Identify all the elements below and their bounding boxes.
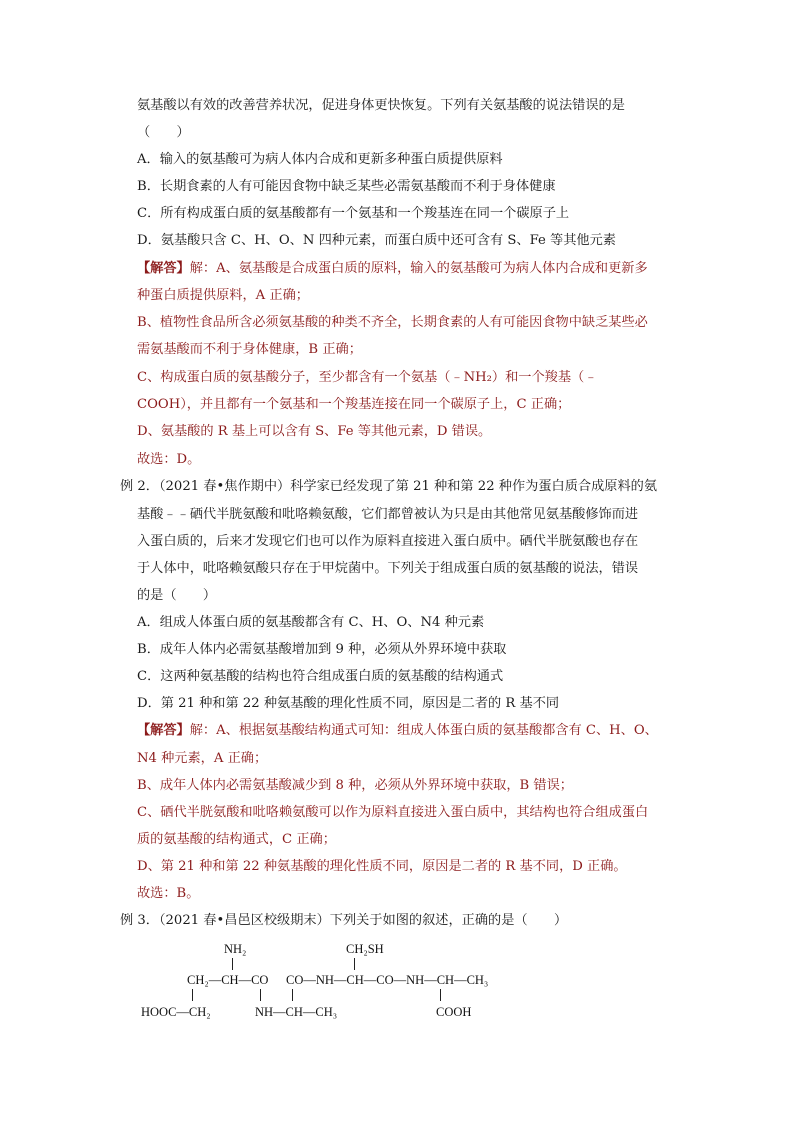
- q1-answer-line: 【解答】解：A、氨基酸是合成蛋白质的原料，输入的氨基酸可为病人体内合成和更新多: [137, 261, 648, 276]
- formula-bond: [192, 989, 193, 1001]
- q1-answer-line: COOH），并且都有一个氨基和一个羧基连接在同一个碳原子上，C 正确；: [137, 397, 571, 412]
- q1-answer-line: B、植物性食品所含必须氨基酸的种类不齐全，长期食素的人有可能因食物中缺乏某些必: [137, 315, 648, 330]
- q2-stem-line: 于人体中，吡咯赖氨酸只存在于甲烷菌中。下列关于组成蛋白质的氨基酸的说法，错误: [137, 561, 639, 576]
- q2-option-a: A．组成人体蛋白质的氨基酸都含有 C、H、O、N4 种元素: [137, 615, 485, 630]
- q1-option-b: B．长期食素的人有可能因食物中缺乏某些必需氨基酸而不利于身体健康: [137, 179, 556, 194]
- q2-stem-line: 的是（ ）: [137, 588, 217, 603]
- q2-option-c: C．这两种氨基酸的结构也符合组成蛋白质的氨基酸的结构通式: [137, 669, 504, 684]
- q1-answer-line: 种蛋白质提供原料，A 正确；: [137, 288, 309, 303]
- q3-stem-line: 例 3．（2021 春•昌邑区校级期末）下列关于如图的叙述，正确的是（ ）: [120, 913, 568, 928]
- q2-choice: 故选：B。: [137, 886, 200, 901]
- q2-stem-line: 基酸﹣﹣硒代半胱氨酸和吡咯赖氨酸，它们都曾被认为只是由其他常见氨基酸修饰而进: [137, 507, 639, 522]
- answer-tag: 【解答】: [137, 261, 190, 276]
- q2-answer-line: B、成年人体内必需氨基酸减少到 8 种，必须从外界环境中获取，B 错误；: [137, 778, 573, 793]
- q1-option-c: C．所有构成蛋白质的氨基酸都有一个氨基和一个羧基连在同一个碳原子上: [137, 206, 570, 221]
- q2-answer-line: D、第 21 种和第 22 种氨基酸的理化性质不同，原因是二者的 R 基不同，D 正确。: [137, 859, 627, 874]
- q2-stem-line: 例 2．（2021 春•焦作期中）科学家已经发现了第 21 种和第 22 种作为蛋白质合成原料的氨: [120, 479, 658, 494]
- formula-bond: [440, 989, 441, 1001]
- formula-bottom-right: COOH: [436, 1005, 472, 1019]
- formula-ch2sh: CH₂SH: [346, 942, 384, 956]
- q2-option-d: D．第 21 种和第 22 种氨基酸的理化性质不同，原因是二者的 R 基不同: [137, 696, 560, 711]
- formula-bond: [260, 989, 261, 1001]
- q2-answer-line: 质的氨基酸的结构通式，C 正确；: [137, 832, 336, 847]
- q2-answer-line: N4 种元素，A 正确；: [137, 751, 268, 766]
- q1-stem-line: （ ）: [137, 125, 190, 140]
- formula-bottom-mid: NH—CH—CH₃: [255, 1005, 338, 1019]
- q1-answer-line: 需氨基酸而不利于身体健康，B 正确；: [137, 342, 362, 357]
- q1-option-d: D．氨基酸只含 C、H、O、N 四种元素，而蛋白质中还可含有 S、Fe 等其他元素: [137, 233, 616, 248]
- q1-choice: 故选：D。: [137, 452, 201, 467]
- q1-answer-line: C、构成蛋白质的氨基酸分子，至少都含有一个氨基（﹣NH₂）和一个羧基（﹣: [137, 370, 598, 385]
- formula-middle-right: CO—NH—CH—CO—NH—CH—CH₃: [286, 973, 489, 987]
- q1-option-a: A．输入的氨基酸可为病人体内合成和更新多种蛋白质提供原料: [137, 152, 503, 167]
- q1-stem-line: 氨基酸以有效的改善营养状况，促进身体更快恢复。下列有关氨基酸的说法错误的是: [137, 98, 625, 113]
- q2-answer-line: C、硒代半胱氨酸和吡咯赖氨酸可以作为原料直接进入蛋白质中，其结构也符合组成蛋白: [137, 805, 649, 820]
- answer-tag: 【解答】: [137, 723, 190, 738]
- formula-nh2: NH₂: [224, 942, 247, 956]
- formula-bond: [354, 958, 355, 970]
- formula-bond: [292, 989, 293, 1001]
- q2-stem-line: 入蛋白质的，后来才发现它们也可以作为原料直接进入蛋白质中。硒代半胱氨酸也存在: [137, 534, 639, 549]
- formula-middle-left: CH₂—CH—CO: [187, 973, 269, 987]
- q2-answer-line: 【解答】解：A、根据氨基酸结构通式可知：组成人体蛋白质的氨基酸都含有 C、H、O、: [137, 723, 658, 738]
- formula-bottom-left: HOOC—CH₂: [141, 1005, 211, 1019]
- formula-bond: [232, 958, 233, 970]
- q1-answer-line: D、氨基酸的 R 基上可以含有 S、Fe 等其他元素，D 错误。: [137, 424, 492, 439]
- q2-option-b: B．成年人体内必需氨基酸增加到 9 种，必须从外界环境中获取: [137, 642, 507, 657]
